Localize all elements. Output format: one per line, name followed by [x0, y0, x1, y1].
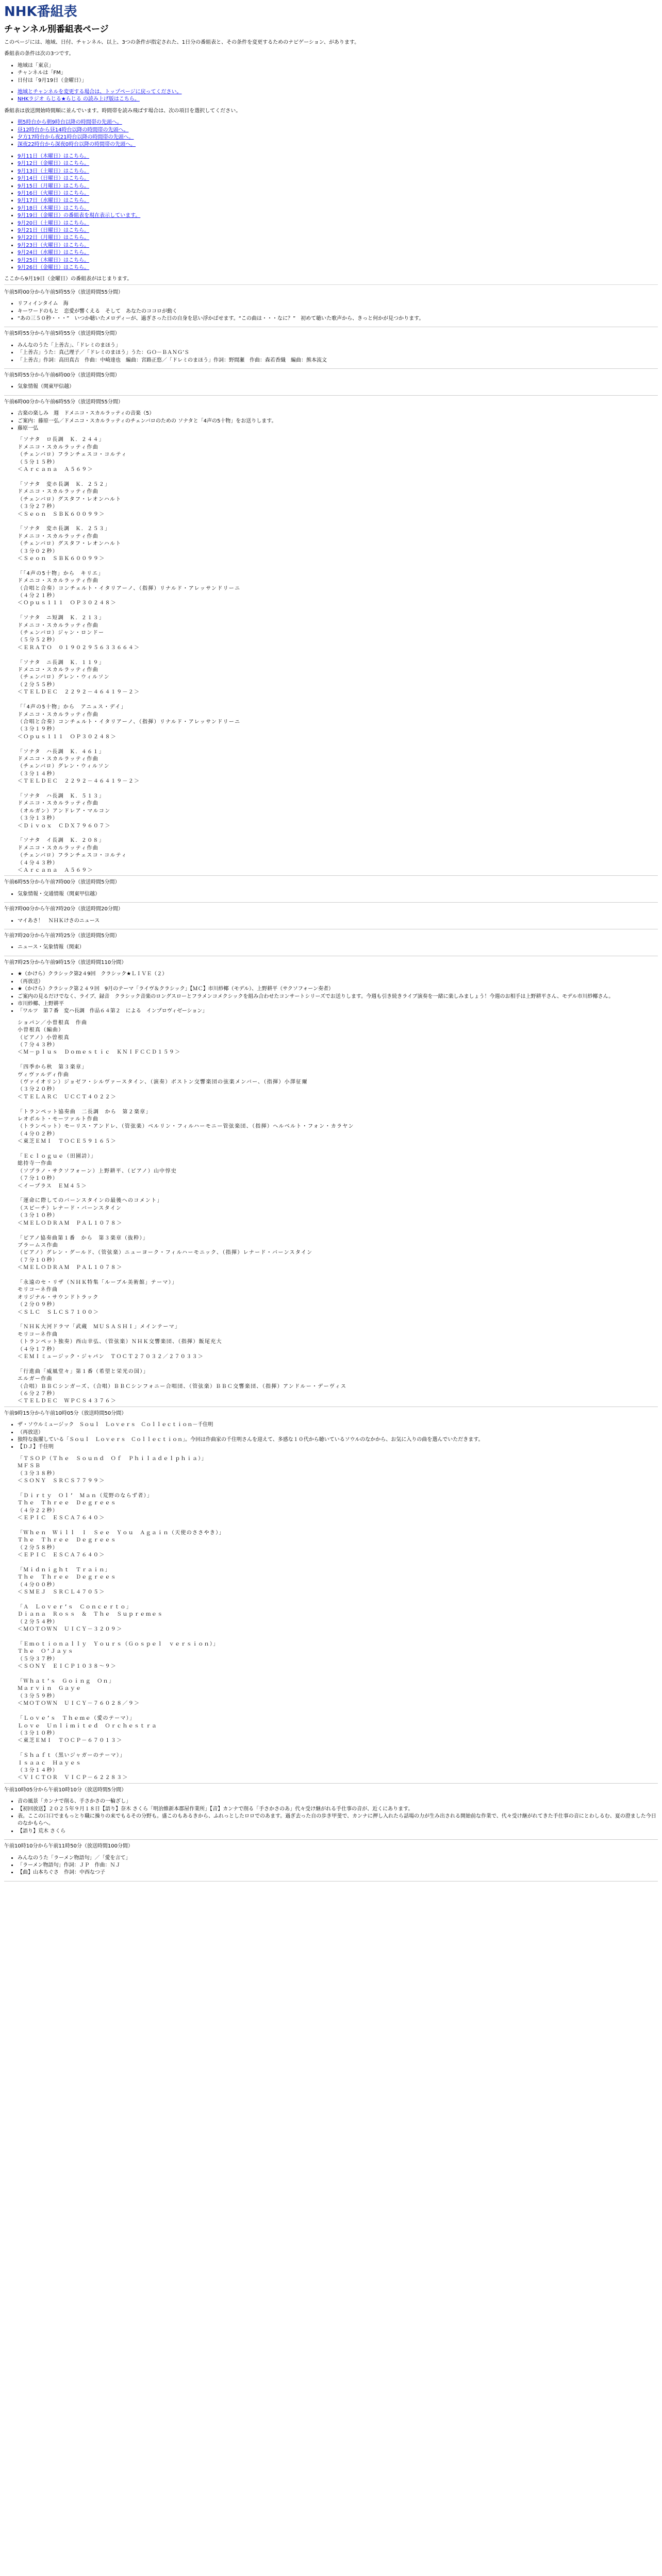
program-divider	[4, 368, 658, 369]
date-link-item	[18, 175, 658, 182]
program-detail	[4, 436, 658, 874]
condition-item: • チャンネルは「FM」	[18, 70, 658, 77]
page-title: NHK番組表	[4, 4, 77, 20]
program-block	[4, 289, 658, 328]
time-link-morning[interactable]: 朝5時台から朝9時台以降の時間帯の先頭へ。	[18, 120, 122, 126]
date-link[interactable]: 9月12日（金曜日）はこちら。	[18, 161, 90, 167]
program-info-list	[4, 300, 658, 323]
time-link-noon[interactable]: 昼12時台から昼14時台以降の時間帯の先頭へ。	[18, 127, 129, 133]
time-link-list	[4, 119, 658, 149]
program-info-item: • 表。ここの口口でまもっとり職に操りの来でもるその分野も。盛このもあるきから、ふれっとしたロロでのあます。過ぎ去った自の歩き甲斐で、カンナに押し入れたら話場の力が生み出される開始前な作業で、代々受け継がれてきた手仕事の音にとわしるむ、夏の澄ました今日のなかもらへ。	[18, 1813, 658, 1828]
program-info-list	[4, 891, 658, 898]
date-link-item	[18, 190, 658, 197]
program-time: 午前5時55分から午前6時00分（放送時間5分間）	[4, 372, 120, 379]
date-link[interactable]: 9月25日（木曜日）はこちら。	[18, 257, 90, 263]
condition-item: • 地域は「東京」	[18, 62, 658, 70]
program-info-item: • 「上善古」作詞：高田真古 作曲：中崎達也 編曲：宮路正悠／「ドレミのまほう」作詞：野間瀬 作曲：森若香織 編曲：熊本流文	[18, 357, 658, 364]
program-time: 午前9時15分から午前10時05分（放送時間50分間）	[4, 1410, 127, 1416]
program-block	[4, 372, 658, 396]
track-list: 「ＴＳＯＰ（Ｔｈｅ Ｓｏｕｎｄ Ｏｆ Ｐｈｉｌａｄｅｌｐｈｉａ）」 ＭＦＳＢ （３分３８秒） ＜ＳＯＮＹ ＳＲＣＳ７７９９＞ 「Ｄｉｒｔｙ Ｏｌ’ Ｍａｎ（荒野のならず者）」 Ｔｈｅ Ｔｈｒｅｅ Ｄｅｇｒｅｅｓ （４分２２秒） ＜ＥＰＩＣ ＥＳＣＡ７６４０＞ 「Ｗｈｅｎ Ｗｉｌｌ Ｉ Ｓｅｅ Ｙｏｕ Ａｇａｉｎ（天使のささやき）」 Ｔｈｅ Ｔｈｒｅｅ Ｄｅｇｒｅｅｓ （２分５８秒） ＜ＥＰＩＣ ＥＳＣＡ７６４０＞ 「Ｍｉｄｎｉｇｈｔ Ｔｒａｉｎ」 Ｔｈｅ Ｔｈｒｅｅ Ｄｅｇｒｅｅｓ （４分００秒） ＜ＳＭＥＪ ＳＲＣＬ４７０５＞ 「Ａ Ｌｏｖｅｒ’ｓ Ｃｏｎｃｅｒｔｏ」 Ｄｉａｎａ Ｒｏｓｓ ＆ Ｔｈｅ Ｓｕｐｒｅｍｅｓ （２分５４秒） ＜ＭＯＴＯＷＮ ＵＩＣＹ－３２０９＞ 「Ｅｍｏｔｉｏｎａｌｌｙ Ｙｏｕｒｓ（Ｇｏｓｐｅｌ ｖｅｒｓｉｏｎ）」 Ｔｈｅ Ｏ’Ｊａｙｓ （５分３７秒） ＜ＳＯＮＹ ＥＩＣＰ１０３８～９＞ 「Ｗｈａｔ’ｓ Ｇｏｉｎｇ Ｏｎ」 Ｍａｒｖｉｎ Ｇａｙｅ （３分５９秒） ＜ＭＯＴＯＷＮ ＵＩＣＹ－７６０２８／９＞ 「Ｌｏｖｅ’ｓ Ｔｈｅｍｅ（愛のテーマ）」 Ｌｏｖｅ Ｕｎｌｉｍｉｔｅｄ Ｏｒｃｈｅｓｔｒａ （３分１０秒） ＜東芝ＥＭＩ ＴＯＣＰ－６７０１３＞ 「Ｓｈａｆｔ（黒いジャガーのテーマ）」 Ｉｓａａｃ Ｈａｙｅｓ （３分１４秒） ＜ＶＩＣＴＯＲ ＶＩＣＰ－６２２８３＞	[18, 1455, 225, 1781]
track-list: 「ソナタ ロ長調 Ｋ．２４４」 ドメニコ・スカルラッティ作曲 （チェンバロ）フランチェスコ・コルティ （５分１５秒） ＜Ａｒｃａｎａ Ａ５６９＞ 「ソナタ 変ホ長調 Ｋ．２５２」 ドメニコ・スカルラッティ作曲 （チェンバロ）グスタフ・レオンハルト （３分２７秒） ＜Ｓｅｏｎ ＳＢＫ６００９９＞ 「ソナタ 変ホ長調 Ｋ．２５３」 ドメニコ・スカルラッティ作曲 （チェンバロ）グスタフ・レオンハルト （３分０２秒） ＜Ｓｅｏｎ ＳＢＫ６００９９＞ 「「4声の5十物」から キリエ」 ドメニコ・スカルラッティ作曲 （合唱と合奏）コンチェルト・イタリアーノ、（指揮）リナルド・アレッサンドリーニ （４分２１秒） ＜Ｏｐｕｓ１１１ ＯＰ３０２４８＞ 「ソナタ ニ短調 Ｋ．２１３」 ドメニコ・スカルラッティ作曲 （チェンバロ）ジャン・ロンドー （５分５２秒） ＜ＥＲＡＴＯ ０１９０２９５６３３６６４＞ 「ソナタ ニ長調 Ｋ．１１９」 ドメニコ・スカルラッティ作曲 （チェンバロ）グレン・ウィルソン （２分５５秒） ＜ＴＥＬＤＥＣ ２２９２－４６４１９－２＞ 「「4声の5十物」から アニュス・デイ」 ドメニコ・スカルラッティ作曲 （合唱と合奏）コンチェルト・イタリアーノ、（指揮）リナルド・アレッサンドリーニ （３分１９秒） ＜Ｏｐｕｓ１１１ ＯＰ３０２４８＞ 「ソナタ ハ長調 Ｋ．４６１」 ドメニコ・スカルラッティ作曲 （チェンバロ）グレン・ウィルソン （３分１４秒） ＜ＴＥＬＤＥＣ ２２９２－４６４１９－２＞ 「ソナタ ハ長調 Ｋ．５１３」 ドメニコ・スカルラッティ作曲 （オルガン）アンドレア・マルコン （３分１３秒） ＜Ｄｉｖｏｘ ＣＤＸ７９６０７＞ 「ソナタ イ長調 Ｋ．２０８」 ドメニコ・スカルラッティ作曲 （チェンバロ）フランチェスコ・コルティ （４分４３秒） ＜Ａｒｃａｎａ Ａ５６９＞	[18, 437, 241, 874]
program-info-item: • ザ・ソウルミュージック Ｓｏｕｌ Ｌｏｖｅｒｓ Ｃｏｌｌｅｃｔｉｏｎ－千住明	[18, 1421, 658, 1429]
schedule-heading: ここから9月19日（金曜日）の番組表がはじまります。	[4, 276, 658, 284]
program-block	[4, 1843, 658, 1882]
program-info-item: • 「ラーメン物語句」作詞：ＪＰ 作曲：ＮＪ	[18, 1862, 658, 1869]
program-info-item: • 気象情報・交通情報（関東甲信越）	[18, 891, 658, 898]
program-info-item: • リフィインタイム 海	[18, 300, 658, 308]
time-link-item	[18, 127, 658, 134]
program-info-item: • 「ワルツ 第７番 変ハ長調 作品６４第２ による インプロヴィゼーション」	[18, 1008, 658, 1015]
program-info-item: • ニュース・気象情報（関東）	[18, 944, 658, 951]
date-link-item	[18, 257, 658, 264]
program-divider	[4, 875, 658, 876]
intro-text: このページには、地域、日付、チャンネル、以上、3つの条件が指定された、1日分の番組表と、その条件を変更するためのナビゲーション、があります。	[4, 40, 360, 45]
date-link[interactable]: 9月21日（日曜日）はこちら。	[18, 227, 90, 233]
program-info-item: • “あの三５０秒・・・” いつか聴いたメロディーが、過ぎさった日の自身を思い浮かばせます。“この曲は・・・なに？” 初めて聴いた歌声から、きっと何かが見つかります。	[18, 315, 658, 323]
date-link-item	[18, 153, 658, 160]
program-info-item: • 古楽の楽しみ 週 ドメニコ・スカルラッティの音楽（5）	[18, 410, 658, 417]
program-info-item: • 気象情報（関東甲信越）	[18, 383, 658, 391]
program-time: 午前5時55分から午前5時55分（放送時間5分間）	[4, 331, 120, 337]
program-divider	[4, 1406, 658, 1407]
program-info-list	[4, 1421, 658, 1451]
program-time: 午前7時00分から午前7時20分（放送時間20分間）	[4, 906, 123, 912]
program-block	[4, 330, 658, 369]
program-info-item: • みんなのうた「上善古」、「ドレミのまほう」	[18, 342, 658, 349]
date-link[interactable]: 9月14日（日曜日）はこちら。	[18, 176, 90, 182]
date-link[interactable]: 9月26日（金曜日）はこちら。	[18, 264, 90, 270]
program-info-list	[4, 410, 658, 432]
program-block	[4, 933, 658, 956]
time-link-late-night[interactable]: 深夜22時台から深夜0時台以降の時間帯の先頭へ。	[18, 142, 136, 148]
program-info-item: • マイあさ！ ＮＨＫけさのニュース	[18, 918, 658, 925]
program-divider	[4, 1839, 658, 1840]
program-time: 午前6時00分から午前6時55分（放送時間55分間）	[4, 399, 123, 405]
program-info-item: • ご案内：藤原一弘／ドメニコ・スカルラッティのチェンバロのための ソナタと「4声の5十物」をお送りします。	[18, 418, 658, 425]
program-info-list	[4, 1798, 658, 1835]
date-link-item	[18, 160, 658, 167]
program-block	[4, 399, 658, 876]
program-info-item: • 藤原一弘	[18, 425, 658, 432]
time-link-evening[interactable]: 夕方17時台から夜21時台以降の時間帯の先頭へ。	[18, 134, 134, 141]
program-block	[4, 906, 658, 929]
program-block	[4, 1787, 658, 1840]
date-link-item	[18, 212, 658, 219]
time-link-item	[18, 141, 658, 148]
program-time: 午前10時10分から午前11時50分（放送時間100分間）	[4, 1843, 133, 1850]
date-link-item	[18, 242, 658, 249]
date-link[interactable]: 9月24日（水曜日）はこちら。	[18, 250, 90, 256]
program-info-item: • 【語り】荒木 さくら	[18, 1828, 658, 1835]
program-time: 午前7時20分から午前7時25分（放送時間5分間）	[4, 933, 120, 939]
page-subtitle: チャンネル別番組表ページ	[4, 24, 109, 35]
program-info-list	[4, 383, 658, 391]
program-info-item: • 【曲】山本ちぐさ 作詞：中西なつ子	[18, 1869, 658, 1876]
program-info-item: • 【ＤＪ】千住明	[18, 1444, 658, 1451]
date-link[interactable]: 9月23日（火曜日）はこちら。	[18, 242, 90, 248]
program-info-list	[4, 1855, 658, 1877]
program-time: 午前6時55分から午前7時00分（放送時間5分間）	[4, 879, 120, 886]
program-info-list	[4, 944, 658, 951]
date-link[interactable]: 9月11日（木曜日）はこちら。	[18, 153, 90, 159]
condition-link-item	[18, 96, 658, 103]
program-info-item: • ご案内の見るだけでなく、ライブ、録音 クラシック音楽のロングスローとフラメンコメクシックを組み合わせたコンサートシリーズでお送りします。今週も引き続きライブ演奏を一緒に楽しみましょう！今週のお相手は上野耕平さん、モデル市川紗椰さん。	[18, 993, 658, 1001]
program-info-item: • 「上善古」うた：真己理子／「ドレミのまほう」うた：ＧＯ－ＢＡＮＧ’Ｓ	[18, 349, 658, 357]
program-list	[4, 289, 658, 1882]
date-link-item	[18, 183, 658, 190]
program-info-item: • 【初回放送】２０２５年９月１８日【語り】奈木 さくら「明治維新本郡屋作業所」【音】カンナで削る「手さかさのあ」代々受け継がれる手仕事の音が、近くにあります。	[18, 1806, 658, 1813]
program-info-item: • 音の風景「カンナで削る、手さかさの一輪ざし」	[18, 1798, 658, 1805]
program-info-item: • （再放送）	[18, 1429, 658, 1436]
program-info-item: • （再放送）	[18, 978, 658, 986]
date-link[interactable]: 9月17日（水曜日）はこちら。	[18, 198, 90, 204]
program-info-list	[4, 971, 658, 1015]
date-link[interactable]: 9月16日（火曜日）はこちら。	[18, 190, 90, 196]
program-block	[4, 959, 658, 1407]
condition-link-item	[18, 89, 658, 96]
date-link-item	[18, 197, 658, 205]
program-detail	[4, 1455, 658, 1782]
program-info-item: • 独特な抜擢している「Ｓｏｕｌ Ｌｏｖｅｒｓ Ｃｏｌｌｅｃｔｉｏｎ」。今回は作曲家の千住明さんを迎えて、多感な１０代から聴いているソウルのなかから、お気に入りの曲を選んでいただきます。	[18, 1436, 658, 1444]
date-link[interactable]: 9月20日（土曜日）はこちら。	[18, 220, 90, 226]
date-link[interactable]: 9月15日（月曜日）はこちら。	[18, 183, 90, 189]
date-link-item	[18, 234, 658, 242]
date-link[interactable]: 9月13日（土曜日）はこちら。	[18, 168, 90, 174]
date-link-item	[18, 249, 658, 257]
date-link-item	[18, 220, 658, 227]
program-divider	[4, 902, 658, 903]
program-block	[4, 879, 658, 903]
program-block	[4, 1410, 658, 1784]
program-info-list	[4, 342, 658, 364]
radiru-link[interactable]: NHKラジオ らじる★らじる の読み上げ版はこちら。	[18, 96, 140, 103]
date-link[interactable]: 9月22日（月曜日）はこちら。	[18, 235, 90, 241]
time-heading: 番組表は放送開始時間順に並んでいます。時間帯を読み飛ばす場合は、次の項目を選択してください。	[4, 108, 241, 114]
program-time: 午前5時00分から午前5時55分（放送時間55分間）	[4, 289, 123, 295]
time-link-item	[18, 134, 658, 141]
program-info-item: • キーワードのもと 恋愛が響くえる そして あなたのココロが動く	[18, 308, 658, 315]
program-time: 午前10時05分から午前10時10分（放送時間5分間）	[4, 1787, 127, 1793]
program-time: 午前7時25分から午前9時15分（放送時間110分間）	[4, 959, 127, 965]
date-link-item	[18, 227, 658, 234]
time-link-item	[18, 119, 658, 126]
conditions-list	[4, 62, 658, 84]
date-link-list	[4, 153, 658, 272]
program-info-item: • みんなのうた「ラーメン物語句」／「愛を言て」	[18, 1855, 658, 1862]
date-link-current[interactable]: 9月19日（金曜日）の番組表を現在表示しています。	[18, 213, 141, 219]
program-detail	[4, 1020, 658, 1405]
program-info-list	[4, 918, 658, 925]
conditions-heading: 番組表の条件は次の3つです。	[4, 51, 74, 57]
date-link-item	[18, 168, 658, 175]
date-link[interactable]: 9月18日（木曜日）はこちら。	[18, 205, 90, 211]
date-link-item	[18, 205, 658, 212]
program-info-item: • ★（かけら）クラシック第２４９回 9月のテーマ「ライヴ＆クラシック」【ＭＣ】市川紗椰（モデル）、上野耕平（サクソフォーン奏者）	[18, 986, 658, 993]
condition-item: • 日付は「9月19日（金曜日）」	[18, 77, 658, 84]
top-page-link[interactable]: 地域とチャンネルを変更する場合は、トップページに戻ってください。	[18, 89, 182, 95]
program-info-item: • ★（かけら）クラシック第2４9回 クラシック★ＬＩＶＥ（２）	[18, 971, 658, 978]
program-divider	[4, 395, 658, 396]
condition-link-list	[4, 89, 658, 104]
program-divider	[4, 1783, 658, 1784]
track-list: ショパン／小曽根真 作曲 小曽根真（編曲） （ピアノ）小曽根真 （７分４３秒） ＜Ｍ－ｐｌｕｓ Ｄｏｍｅｓｔｉｃ ＫＮＩＦＣＣＤ１５９＞ 「四季から秋 第３楽章」 ヴィヴァルディ作曲 （ヴァイオリン）ジョゼフ・シルヴァースタイン、（演奏）ボストン交響楽団の弦楽メンバー、（指揮）小澤征爾 （３分２０秒） ＜ＴＥＬＡＲＣ ＵＣＣＴ４０２２＞ 「トランペット協奏曲 二長調 から 第２楽章」 レオポルト・モーツァルト作曲 （トランペット）モーリス・アンドレ、（管弦楽）ベルリン・フィルハーモニー管弦楽団、（指揮）ヘルベルト・フォン・カラヤン （４分０２秒） ＜東芝ＥＭＩ ＴＯＣＥ５９１６５＞ 「Ｅｃｌｏｇｕｅ（田園詩）」 総持寺一作曲 （ソプラノ・サクソフォーン）上野耕平、（ピアノ）山中惇史 （７分１０秒） ＜イープラス ＥＭ４５＞ 「運命に際してのバーンスタインの最後へのコメント」 （スピーチ）レナード・バーンスタイン （３分１０秒） ＜ＭＥＬＯＤＲＡＭ ＰＡＬ１０７８＞ 「ピアノ協奏曲第１番 から 第３楽章（抜粋）」 ブラームス作曲 （ピアノ）グレン・グールド、（管弦楽）ニューヨーク・フィルハーモニック、（指揮）レナード・バーンスタイン （７分１０秒） ＜ＭＥＬＯＤＲＡＭ ＰＡＬ１０７８＞ 「永遠のセ・リザ（ＮＨＫ特集「ルーブル美術館」テーマ）」 モリコーネ作曲 オリジナル・サウンドトラック （２分０９秒） ＜ＳＬＣ ＳＬＣＳ７１００＞ 「ＮＨＫ大河ドラマ「武蔵 ＭＵＳＡＳＨＩ」メインテーマ」 モリコーネ作曲 （トランペット独奏）西山幸弘、（管弦楽）ＮＨＫ交響楽団、（指揮）飯尾充大 （４分１７秒） ＜ＥＭＩミュージック・ジャパン ＴＯＣＴ２７０３２／２７０３３＞ 「行進曲「威風堂々」第１番（希望と栄光の国）」 エルガー作曲 （合唱）ＢＢＣシンガーズ、（合唱）ＢＢＣシンフォニー合唱団、（管弦楽）ＢＢＣ交響楽団、（指揮）アンドルー・デーヴィス （６分２７秒） ＜ＴＥＬＤＥＣ ＷＰＣＳ４３７６＞	[18, 1020, 354, 1404]
program-divider	[4, 1881, 658, 1882]
program-info-item: • 市川紗椰、上野耕平	[18, 1001, 658, 1008]
date-link-item	[18, 264, 658, 272]
